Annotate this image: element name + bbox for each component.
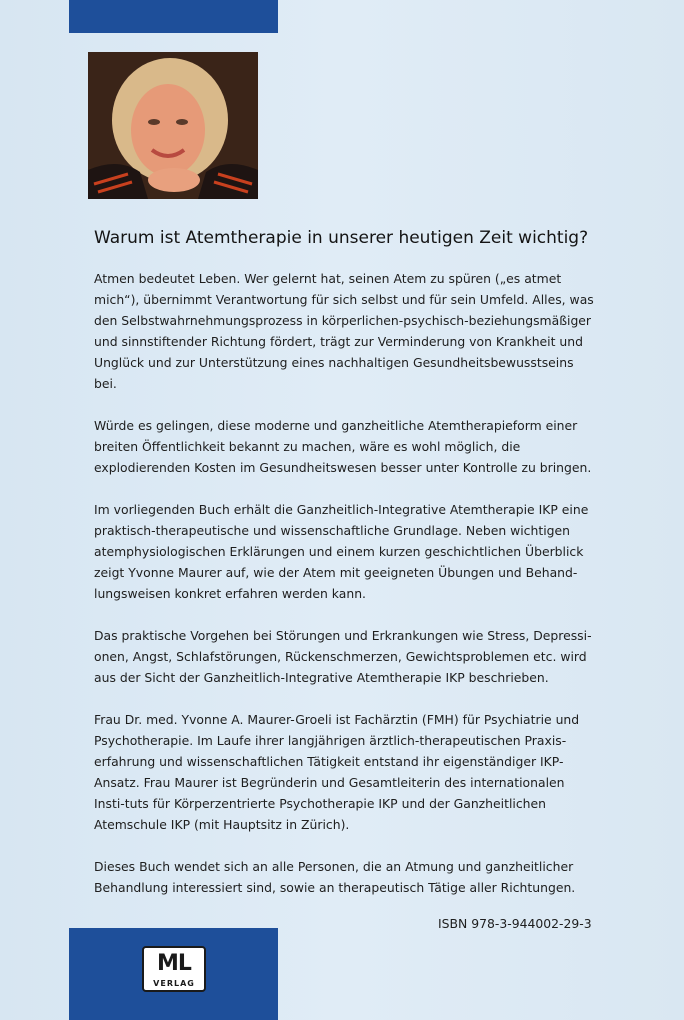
paragraph-book-content: Im vorliegenden Buch erhält die Ganzheitlich-Integrative Atemtherapie IKP eine praktisch-therapeutische und wissenschaftliche Grundlage. Neben wichtigen atemphysiologischen Erklärungen und einem kurzen geschichtlichen Überblick zeigt Yvonne Maurer auf, wie der Atem mit geeigneten Übungen und Behand-lungsweisen konkret erfahren werden kann. xyxy=(94,502,589,601)
top-color-band xyxy=(69,0,278,33)
isbn-number: ISBN 978-3-944002-29-3 xyxy=(438,916,592,931)
publisher-logo xyxy=(142,946,206,992)
paragraph-author-bio: Frau Dr. med. Yvonne A. Maurer-Groeli ist Fachärztin (FMH) für Psychiatrie und Psychotherapie. Im Laufe ihrer langjährigen ärztlich-therapeutischen Praxis-erfahrung und wissenschaftlichen Tätigkeit entstand ihr eigenständiger IKP-Ansatz. Frau Maurer ist Begründerin und Gesamtleiterin des internationalen Insti-tuts für Körperzentrierte Psychotherapie IKP und der Ganzheitlichen Atemschule IKP (mit Hauptsitz in Zürich). xyxy=(94,712,580,832)
paragraph-breathing: Atmen bedeutet Leben. Wer gelernt hat, seinen Atem zu spüren („es atmet mich“), übernimmt Verantwortung für sich selbst und für sein Umfeld. Alles, was den Selbstwahrnehmungsprozess in körperlichen-psychisch-beziehungsmäßiger und sinnstiftender Richtung fördert, trägt zur Verminderung von Krankheit und Unglück und zur Unterstützung eines nachhaltigen Gesundheitsbewusstseins bei. xyxy=(94,271,594,391)
publisher-logo-mark: ML xyxy=(157,951,191,976)
paragraph-audience: Dieses Buch wendet sich an alle Personen, die an Atmung und ganzheitlicher Behandlung interessiert sind, sowie an therapeutisch Tätige aller Richtungen. xyxy=(94,859,576,895)
blurb-body xyxy=(94,268,594,898)
paragraph-public-awareness: Würde es gelingen, diese moderne und ganzheitliche Atemtherapieform einer breiten Öffentlichkeit bekannt zu machen, wäre es wohl möglich, die explodierenden Kosten im Gesundheitswesen besser unter Kontrolle zu bringen. xyxy=(94,418,592,475)
blurb-heading: Warum ist Atemtherapie in unserer heutigen Zeit wichtig? xyxy=(94,228,589,248)
author-photo xyxy=(88,52,258,199)
publisher-logo-label: VERLAG xyxy=(153,979,195,988)
paragraph-disorders: Das praktische Vorgehen bei Störungen und Erkrankungen wie Stress, Depressi-onen, Angst, Schlafstörungen, Rückenschmerzen, Gewichtsproblemen etc. wird aus der Sicht der Ganzheitlich-Integrative Atemtherapie IKP beschrieben. xyxy=(94,628,592,685)
